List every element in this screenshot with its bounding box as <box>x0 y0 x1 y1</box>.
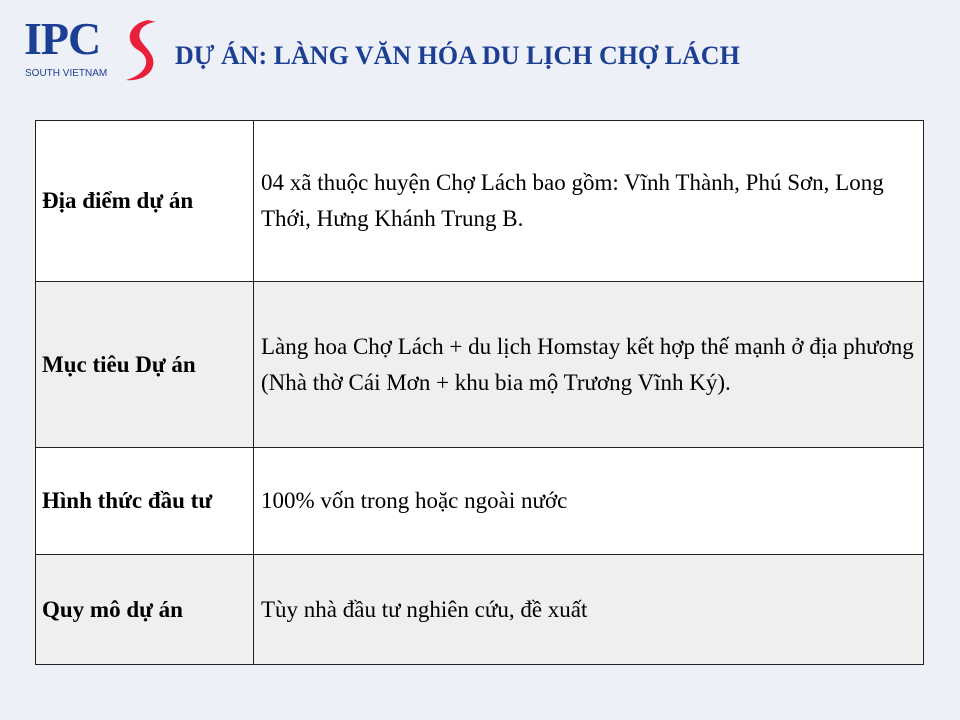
row-value: Làng hoa Chợ Lách + du lịch Homstay kết hợp thế mạnh ở địa phương (Nhà thờ Cái Mơn + khu bia mộ Trương Vĩnh Ký). <box>254 282 924 448</box>
row-value: 100% vốn trong hoặc ngoài nước <box>254 448 924 555</box>
row-value: 04 xã thuộc huyện Chợ Lách bao gồm: Vĩnh Thành, Phú Sơn, Long Thới, Hưng Khánh Trung B. <box>254 121 924 282</box>
table-row <box>36 555 924 665</box>
row-label: Địa điểm dự án <box>36 121 254 282</box>
logo-text: IPC <box>24 13 101 64</box>
row-label: Hình thức đầu tư <box>36 448 254 555</box>
table-row <box>36 448 924 555</box>
table-row <box>36 282 924 448</box>
page-title: DỰ ÁN: LÀNG VĂN HÓA DU LỊCH CHỢ LÁCH <box>175 41 740 70</box>
ipc-logo <box>22 13 162 88</box>
project-info-table <box>35 120 924 665</box>
row-label: Mục tiêu Dự án <box>36 282 254 448</box>
row-value: Tùy nhà đầu tư nghiên cứu, đề xuất <box>254 555 924 665</box>
logo-subtitle: SOUTH VIETNAM <box>25 68 108 79</box>
logo-swoosh-icon <box>118 16 160 88</box>
row-label: Quy mô dự án <box>36 555 254 665</box>
table-row <box>36 121 924 282</box>
